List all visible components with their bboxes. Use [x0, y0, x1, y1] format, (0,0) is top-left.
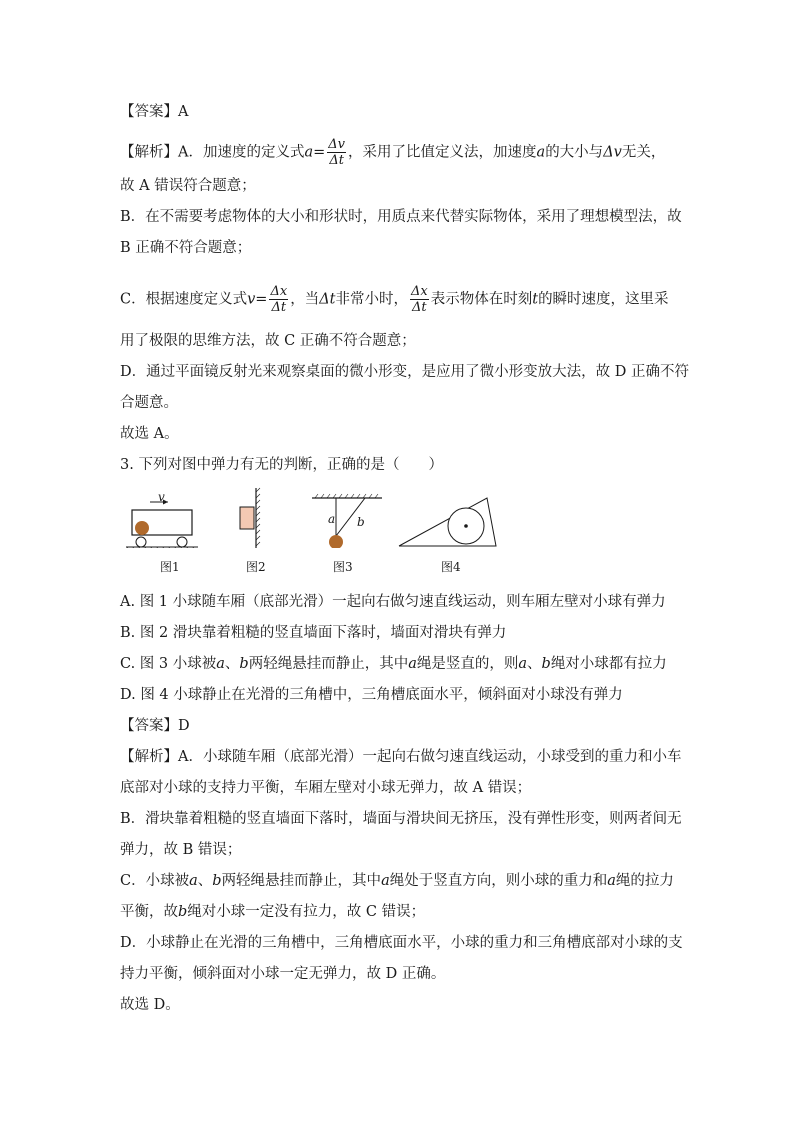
q3-analysis-b-line2: 弹力，故 B 错误；: [120, 842, 242, 858]
text: 绳对小球都有拉力: [550, 656, 667, 672]
text: ，当: [290, 291, 320, 308]
formula-var: a: [536, 144, 546, 161]
q2-analysis-a-line2: 故 A 错误符合题意；: [120, 178, 256, 194]
fig4-label: 图4: [441, 560, 461, 574]
text: 无关，: [621, 144, 666, 161]
text: C. 图 3 小球被: [120, 656, 217, 672]
formula-var: v: [247, 291, 256, 308]
fig3-a-label: a: [328, 512, 336, 526]
fraction-num: Δx: [270, 284, 288, 299]
fraction: [269, 284, 288, 315]
formula-var: b: [239, 656, 249, 672]
q3-analysis-d-line1: D．小球静止在光滑的三角槽中，三角槽底面水平，小球的重力和三角槽底部对小球的支: [120, 935, 683, 951]
q3-stem: 3. 下列对图中弹力有无的判断，正确的是（ ）: [120, 457, 443, 473]
q3-option-d: D. 图 4 小球静止在光滑的三角槽中，三角槽底面水平，倾斜面对小球没有弹力: [120, 687, 623, 703]
fig1-velocity-label: v: [158, 490, 165, 504]
text: 绳对小球一定没有拉力，故 C 错误；: [187, 904, 426, 920]
q3-choose: 故选 D。: [120, 997, 180, 1013]
q2-analysis-d-line2: 合题意。: [120, 395, 178, 411]
q2-analysis-c-line2: 用了极限的思维方法，故 C 正确不符合题意；: [120, 333, 416, 349]
q3-option-c: [120, 654, 667, 674]
text: C．根据速度定义式: [120, 291, 248, 308]
q3-analysis-a-line1: [120, 747, 681, 767]
text: 的瞬时速度，这里采: [538, 291, 669, 308]
fig1-cart: [125, 500, 198, 549]
analysis-tag: 【解析】: [120, 144, 178, 161]
text: A．小球随车厢（底部光滑）一起向右做匀速直线运动，小球受到的重力和小车: [178, 749, 682, 765]
text: 绳是竖直的，则: [416, 656, 519, 672]
fraction: [410, 284, 429, 315]
fraction-num: Δv: [328, 137, 346, 152]
q3-analysis-d-line2: 持力平衡，倾斜面对小球一定无弹力，故 D 正确。: [120, 966, 446, 982]
q3-option-b: B. 图 2 滑块靠着粗糙的竖直墙面下落时，墙面对滑块有弹力: [120, 625, 507, 641]
fraction: [327, 137, 346, 168]
fig1-label: 图1: [160, 560, 180, 574]
fig2-wall-block: [240, 488, 260, 548]
text: ，采用了比值定义法，加速度: [348, 144, 537, 161]
formula-var: a: [518, 656, 528, 672]
fig1-ball: [135, 521, 149, 535]
text: 非常小时，: [335, 291, 408, 308]
formula-var: b: [212, 873, 222, 889]
text: 平衡，故: [120, 904, 178, 920]
q3-option-a: A. 图 1 小球随车厢（底部光滑）一起向右做匀速直线运动，则车厢左壁对小球有弹力: [120, 594, 666, 610]
q3-analysis-b-line1: B．滑块靠着粗糙的竖直墙面下落时，墙面与滑块间无挤压，没有弹性形变，则两者间无: [120, 811, 682, 827]
q2-answer: [120, 102, 188, 122]
text: 绳处于竖直方向，则小球的重力和: [389, 873, 608, 889]
formula-var: a: [607, 873, 616, 889]
q2-analysis-d-line1: D．通过平面镜反射光来观察桌面的微小形变，是应用了微小形变放大法，故 D 正确不符: [120, 364, 689, 380]
q2-choose: 故选 A。: [120, 426, 179, 442]
text: 、: [527, 656, 542, 672]
analysis-tag: 【解析】: [120, 749, 178, 765]
text: 、: [224, 656, 240, 672]
formula-var: Δt: [319, 291, 336, 308]
formula-var: Δv: [603, 144, 622, 161]
q3-answer: [120, 716, 190, 736]
q3-analysis-c-line2: [120, 902, 425, 922]
text: C．小球被: [120, 873, 190, 889]
answer-tag: 【答案】: [120, 718, 178, 734]
fraction-den: Δt: [412, 300, 427, 315]
formula-var: a: [189, 873, 198, 889]
fig3-ball: [329, 535, 343, 548]
formula-var: b: [541, 656, 551, 672]
fraction-den: Δt: [271, 300, 287, 315]
q2-analysis-c-line1: [120, 284, 669, 315]
answer-value: D: [178, 718, 190, 734]
text: 表示物体在时刻: [430, 291, 533, 308]
q2-analysis-a-line1: [120, 137, 665, 168]
text: 绳的拉力: [615, 873, 674, 889]
fig3-strings: [312, 494, 382, 548]
formula-var: a: [304, 144, 314, 161]
q2-analysis-b-line2: B 正确不符合题意；: [120, 240, 252, 256]
fig3-b-label: b: [357, 515, 365, 529]
formula-eq: =: [255, 291, 268, 308]
fig2-label: 图2: [246, 560, 266, 574]
text: 的大小与: [545, 144, 604, 161]
q3-analysis-c-line1: [120, 871, 674, 891]
fraction-num: Δx: [411, 284, 428, 299]
formula-var: t: [532, 291, 539, 308]
answer-value: A: [178, 104, 189, 120]
fig3-label: 图3: [333, 560, 353, 574]
q3-analysis-a-line2: 底部对小球的支持力平衡，车厢左壁对小球无弹力，故 A 错误；: [120, 780, 532, 796]
formula-var: a: [216, 656, 225, 672]
formula-var: b: [178, 904, 188, 920]
fig4-groove: [399, 498, 496, 546]
fig2-block: [240, 507, 254, 529]
formula-eq: =: [313, 144, 326, 161]
formula-var: a: [381, 873, 390, 889]
text: A．加速度的定义式: [178, 144, 305, 161]
text: 、: [197, 873, 213, 889]
answer-tag: 【答案】: [120, 104, 178, 120]
q2-analysis-b-line1: B．在不需要考虑物体的大小和形状时，用质点来代替实际物体，采用了理想模型法，故: [120, 209, 682, 225]
text: 两轻绳悬挂而静止，其中: [221, 873, 382, 889]
text: 两轻绳悬挂而静止，其中: [248, 656, 409, 672]
fraction-den: Δt: [329, 153, 344, 168]
formula-var: a: [408, 656, 417, 672]
q3-figures: [120, 484, 520, 548]
